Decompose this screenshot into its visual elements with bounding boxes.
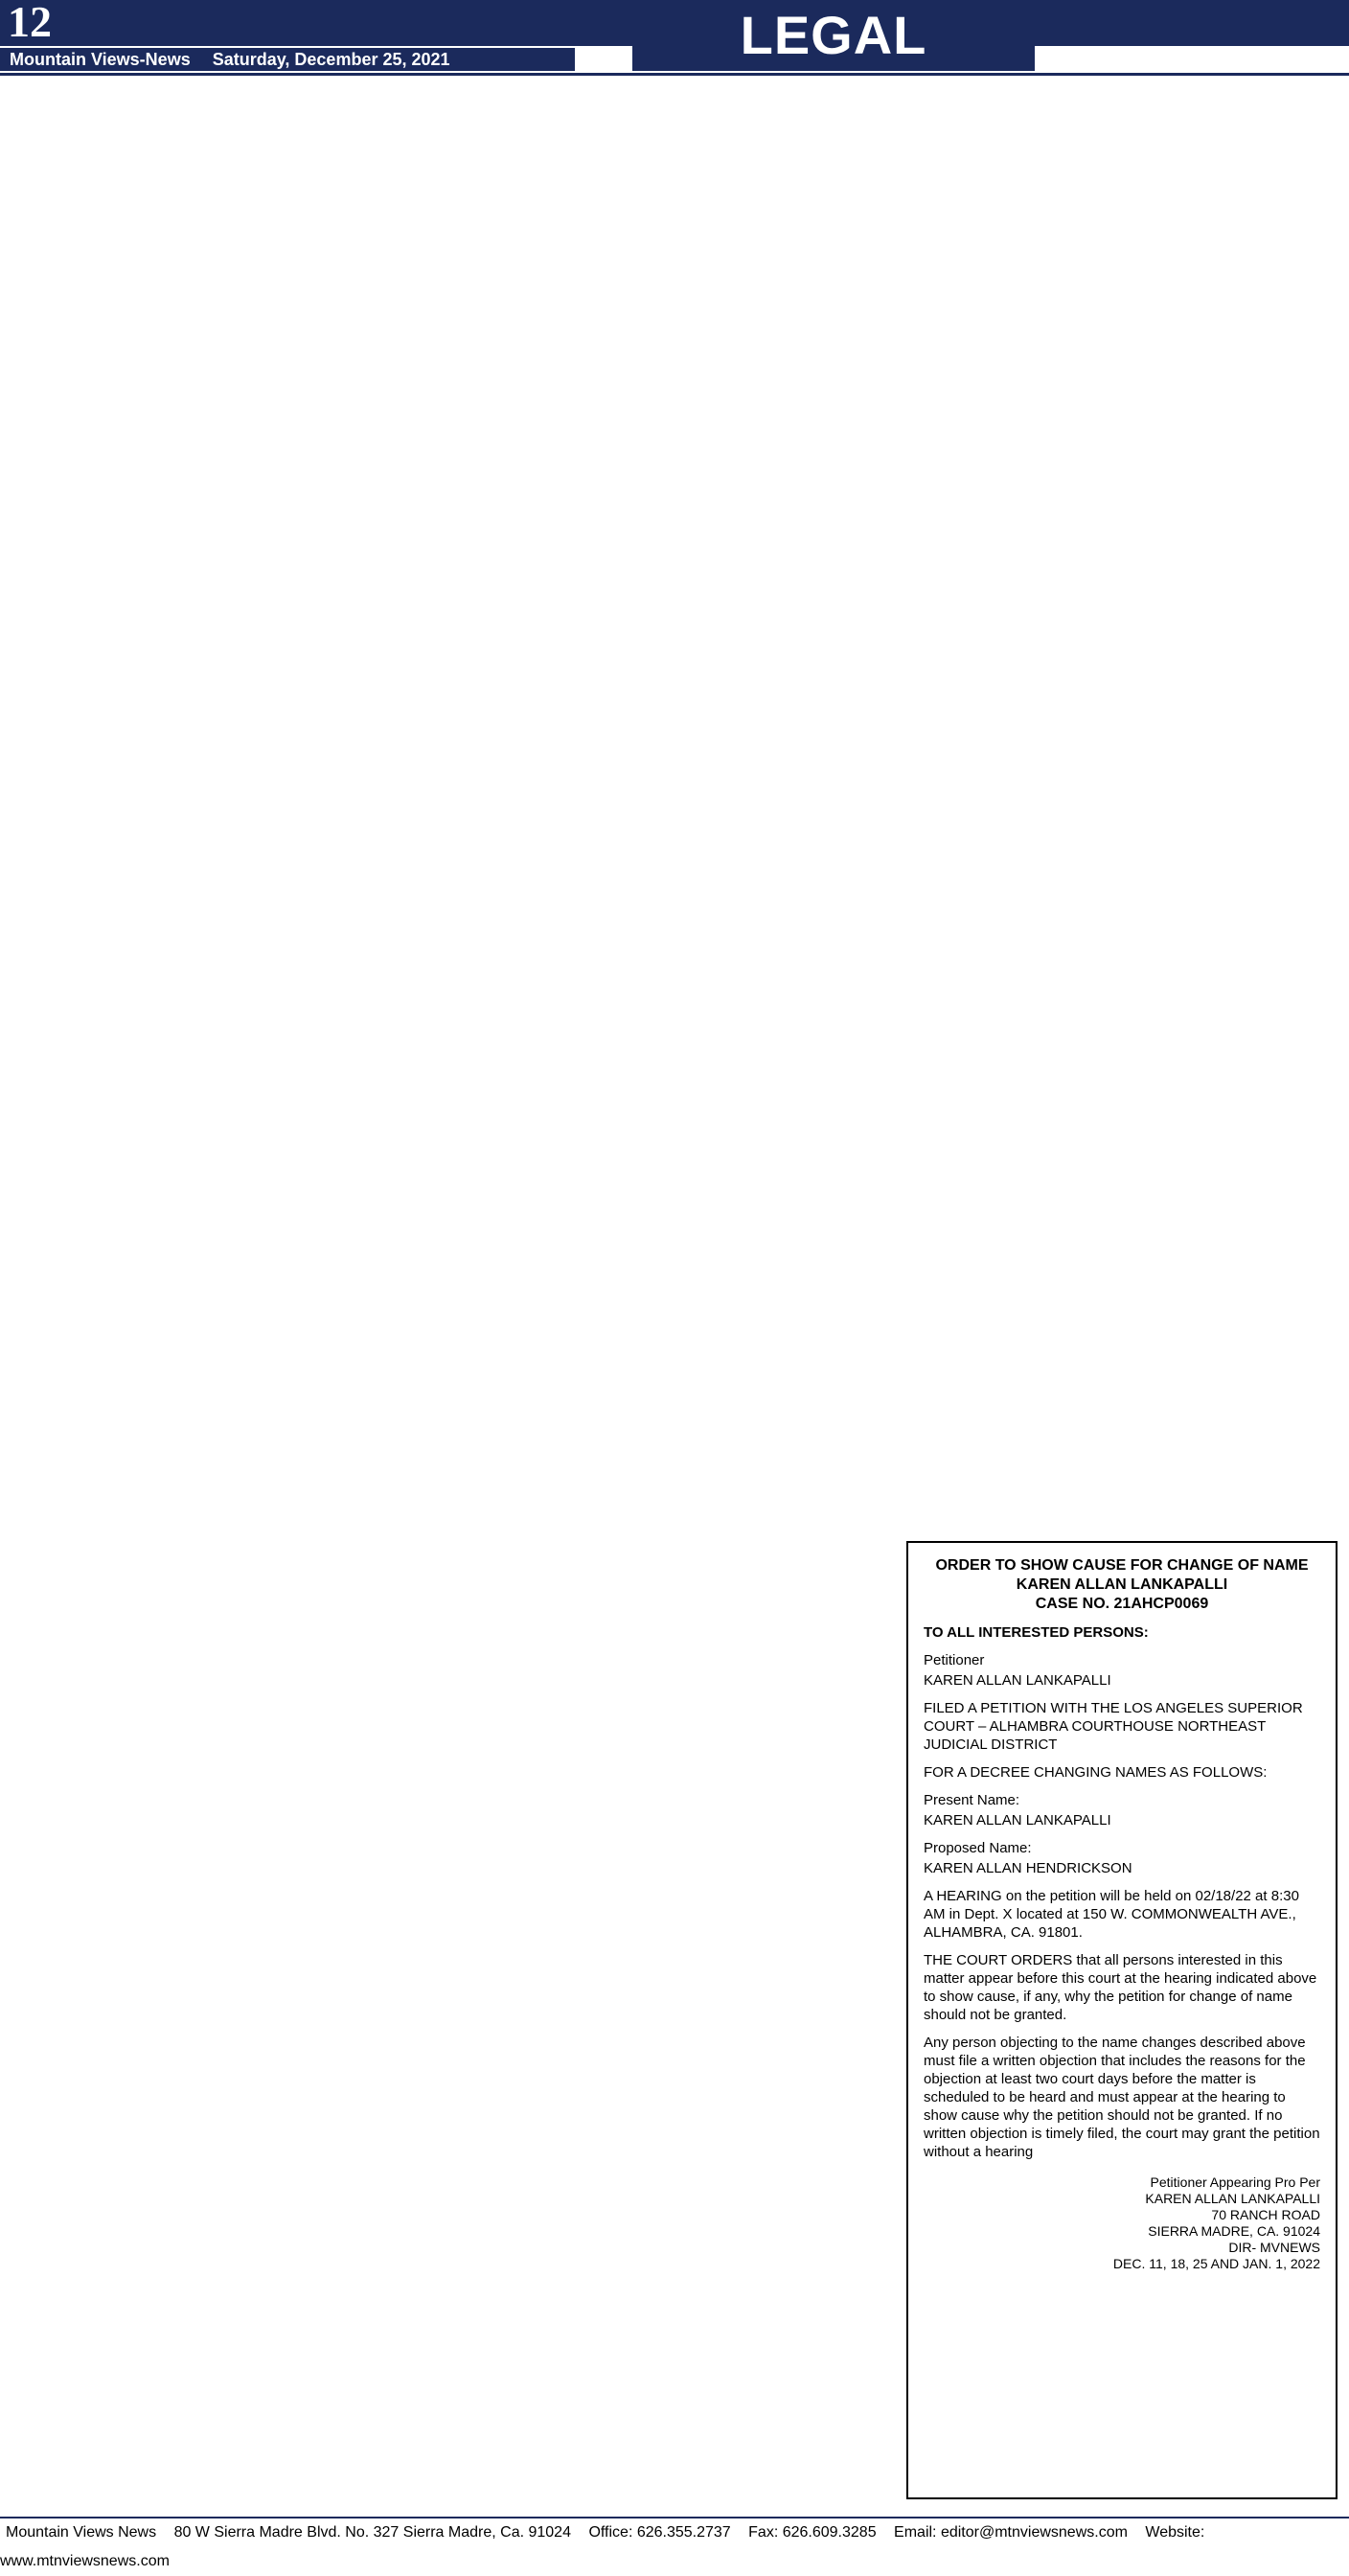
footer-office: Office: 626.355.2737 [588,2524,731,2541]
order-present-label: Present Name: [924,1792,1020,1808]
order-proposed-name: KAREN ALLAN HENDRICKSON [924,1860,1132,1876]
order-to-all: TO ALL INTERESTED PERSONS: [924,1624,1149,1641]
signature-line-1: Petitioner Appearing Pro Per [1150,2174,1320,2190]
page-number: 12 [8,0,52,46]
notice-column-4 [676,79,893,2511]
order-title: ORDER TO SHOW CAUSE FOR CHANGE OF NAME [935,1557,1309,1574]
footer [0,2517,1349,2569]
header-rule [0,73,1349,76]
footer-email: Email: editor@mtnviewsnews.com [894,2524,1128,2541]
signature-line-6: DEC. 11, 18, 25 AND JAN. 1, 2022 [1112,2256,1320,2271]
order-proposed-label: Proposed Name: [924,1840,1032,1856]
notice-column-2 [228,79,445,2511]
notice-column-3 [452,79,669,2511]
footer-paper-name: Mountain Views News [6,2524,157,2541]
signature-line-4: SIERRA MADRE, CA. 91024 [1148,2223,1320,2239]
order-petitioner: KAREN ALLAN LANKAPALLI [924,1672,1111,1689]
order-court-orders: THE COURT ORDERS that all persons interested in this matter appear before this court at the hearing indicated above to show cause, if any, why the petition for change of name should not be granted. [924,1952,1317,2023]
signature-line-3: 70 RANCH ROAD [1211,2207,1320,2222]
masthead [0,48,575,71]
section-title: LEGAL NOTICES [632,0,1035,71]
order-filed: FILED A PETITION WITH THE LOS ANGELES SUPERIOR COURT – ALHAMBRA COURTHOUSE NORTHEAST JUDICIAL DISTRICT [924,1700,1303,1753]
order-case-number: CASE NO. 21AHCP0069 [1035,1596,1209,1612]
order-petitioner-label: Petitioner [924,1652,985,1668]
signature-line-2: KAREN ALLAN LANKAPALLI [1145,2191,1320,2206]
footer-website: Website: www.mtnviewsnews.com [0,2524,1205,2569]
footer-address: 80 W Sierra Madre Blvd. No. 327 Sierra Madre, Ca. 91024 [173,2524,571,2541]
order-objection: Any person objecting to the name changes described above must file a written objection that includes the reasons for the objection at least two court days before the matter is scheduled to be heard and must appear at the hearing to show cause why the petition should not be granted. If no written objection is timely filed, the court may grant the petition without a hearing [924,2035,1320,2160]
order-signature [924,2174,1320,2272]
order-hearing: A HEARING on the petition will be held on 02/18/22 at 8:30 AM in Dept. X located at 150 W. COMMONWEALTH AVE., ALHAMBRA, CA. 91801. [924,1888,1299,1941]
name-change-order [906,1541,1338,2499]
signature-line-5: DIR- MVNEWS [1228,2240,1320,2255]
order-for-decree: FOR A DECREE CHANGING NAMES AS FOLLOWS: [924,1764,1268,1781]
footer-fax: Fax: 626.609.3285 [748,2524,877,2541]
notice-column-1 [4,79,220,2511]
order-present-name: KAREN ALLAN LANKAPALLI [924,1812,1111,1828]
masthead-paper-name: Mountain Views-News [10,50,191,69]
issue-date: Saturday, December 25, 2021 [212,50,450,69]
order-party: KAREN ALLAN LANKAPALLI [1016,1576,1228,1593]
